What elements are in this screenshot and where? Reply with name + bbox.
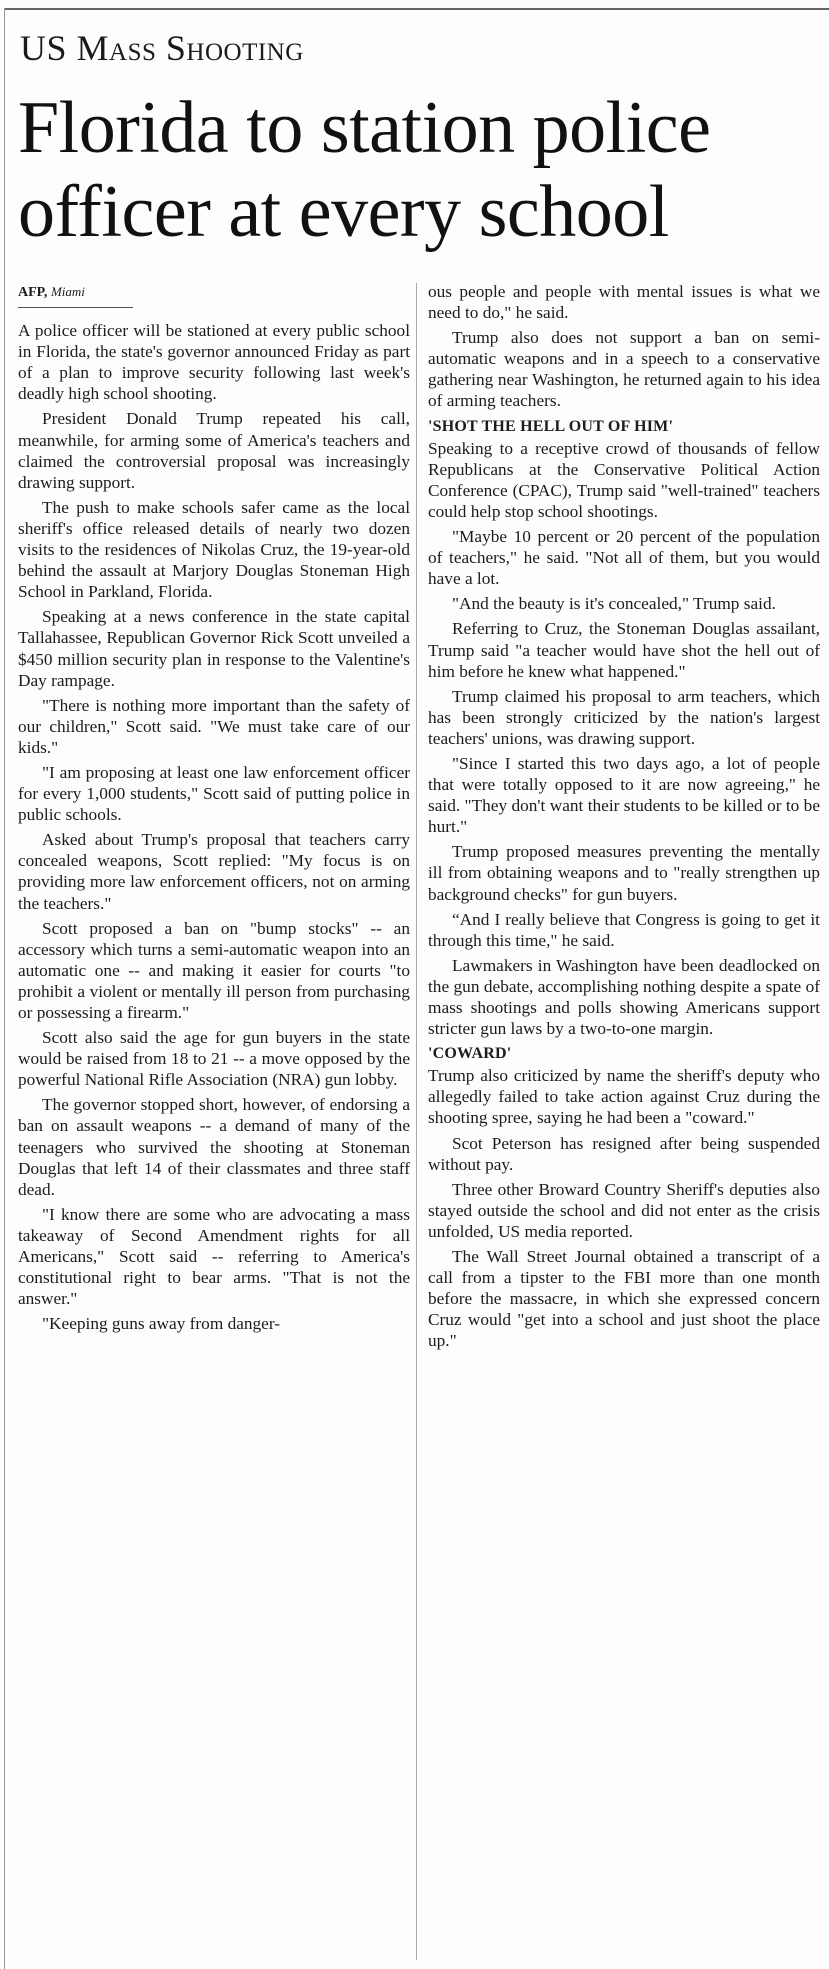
- subhead-coward: 'COWARD': [428, 1045, 512, 1063]
- paragraph: ous people and people with mental issues is what we need to do," he said.: [428, 282, 820, 323]
- paragraph: A police officer will be stationed at every public school in Florida, the state's governor announced Friday as part of a plan to improve security following last week's deadly high school shooting.: [18, 321, 410, 404]
- article-column-left: [18, 281, 410, 1338]
- paragraph: "I know there are some who are advocating a mass takeaway of Second Amendment rights for all Americans," Scott said -- referring to America's constitutional right to bear arms. "That is not the answer.": [18, 1204, 410, 1309]
- paragraph: Referring to Cruz, the Stoneman Douglas assailant, Trump said "a teacher would have shot the hell out of him before he knew what happened.": [428, 619, 820, 681]
- paragraph: “And I really believe that Congress is going to get it through this time," he said.: [428, 909, 820, 950]
- paragraph: The push to make schools safer came as the local sheriff's office released details of nearly two dozen visits to the residences of Nikolas Cruz, the 19-year-old behind the assault at Marjory Douglas Stoneman High School in Parkland, Florida.: [18, 497, 410, 602]
- column-divider: [416, 283, 417, 1960]
- paragraph: "There is nothing more important than the safety of our children," Scott said. "We must take care of our kids.": [18, 695, 410, 757]
- paragraph: Trump claimed his proposal to arm teachers, which has been strongly criticized by the nation's largest teachers' unions, was drawing support.: [428, 686, 820, 748]
- paragraph: "Since I started this two days ago, a lot of people that were totally opposed to it are now agreeing," he said. "They don't want their students to be killed or to be hurt.": [428, 753, 820, 837]
- byline: [18, 281, 133, 308]
- subhead-shot: 'SHOT THE HELL OUT OF HIM': [428, 417, 674, 435]
- headline: Florida to station police officer at every school: [18, 87, 711, 253]
- article-column-right: [428, 281, 820, 1356]
- paragraph: The governor stopped short, however, of endorsing a ban on assault weapons -- a demand of many of the teenagers who survived the shooting at Stoneman Douglas that left 14 of their classmates and three staff dead.: [18, 1095, 410, 1199]
- paragraph: "Keeping guns away from danger-: [42, 1314, 281, 1334]
- byline-agency: AFP,: [18, 285, 48, 300]
- paragraph: Speaking at a news conference in the state capital Tallahassee, Republican Governor Rick Scott unveiled a $450 million security plan in response to the Valentine's Day rampage.: [18, 607, 410, 690]
- paragraph: Scott also said the age for gun buyers in the state would be raised from 18 to 21 -- a move opposed by the powerful National Rifle Association (NRA) gun lobby.: [18, 1028, 410, 1090]
- paragraph: Asked about Trump's proposal that teachers carry concealed weapons, Scott replied: "My focus is on providing more law enforcement officers, not on arming the teachers.": [18, 830, 410, 913]
- paragraph: Speaking to a receptive crowd of thousands of fellow Republicans at the Conservative Political Action Conference (CPAC), Trump said "well-trained" teachers could help stop school shootings.: [428, 438, 820, 521]
- paragraph: Trump also does not support a ban on semi-automatic weapons and in a speech to a conservative gathering near Washington, he returned again to his idea of arming teachers.: [428, 328, 820, 411]
- paragraph: "I am proposing at least one law enforcement officer for every 1,000 students," Scott said of putting police in public schools.: [18, 762, 410, 825]
- paragraph: Lawmakers in Washington have been deadlocked on the gun debate, accomplishing nothing despite a spate of mass shootings and polls showing Americans support stricter gun laws by a two-to-one margin.: [428, 955, 820, 1039]
- section-kicker: US Mass Shooting: [20, 28, 304, 68]
- paragraph: Three other Broward Country Sheriff's deputies also stayed outside the school and did not enter as the crisis unfolded, US media reported.: [428, 1179, 820, 1241]
- paragraph: "And the beauty is it's concealed," Trump said.: [452, 594, 776, 614]
- byline-place: Miami: [50, 284, 85, 299]
- paragraph: Trump proposed measures preventing the mentally ill from obtaining weapons and to "really strengthen up background checks" for gun buyers.: [428, 842, 820, 904]
- paragraph: "Maybe 10 percent or 20 percent of the population of teachers," he said. "Not all of them, but you would have a lot.: [428, 527, 820, 589]
- paragraph: President Donald Trump repeated his call, meanwhile, for arming some of America's teachers and claimed the controversial proposal was increasingly drawing support.: [18, 409, 410, 492]
- paragraph: Trump also criticized by name the sheriff's deputy who allegedly failed to take action against Cruz during the shooting spree, saying he had been a "coward.": [428, 1066, 820, 1128]
- left-rule: [4, 8, 5, 1969]
- paragraph: The Wall Street Journal obtained a transcript of a call from a tipster to the FBI more than one month before the massacre, in which she expressed concern Cruz would "get into a school and just shoot the place up.": [428, 1247, 820, 1351]
- top-rule: [4, 8, 829, 10]
- paragraph: Scot Peterson has resigned after being suspended without pay.: [428, 1133, 820, 1174]
- paragraph: Scott proposed a ban on "bump stocks" -- an accessory which turns a semi-automatic weapon into an automatic one -- and making it easier for courts "to prohibit a violent or mentally ill person from purchasing or possessing a firearm.": [18, 918, 410, 1022]
